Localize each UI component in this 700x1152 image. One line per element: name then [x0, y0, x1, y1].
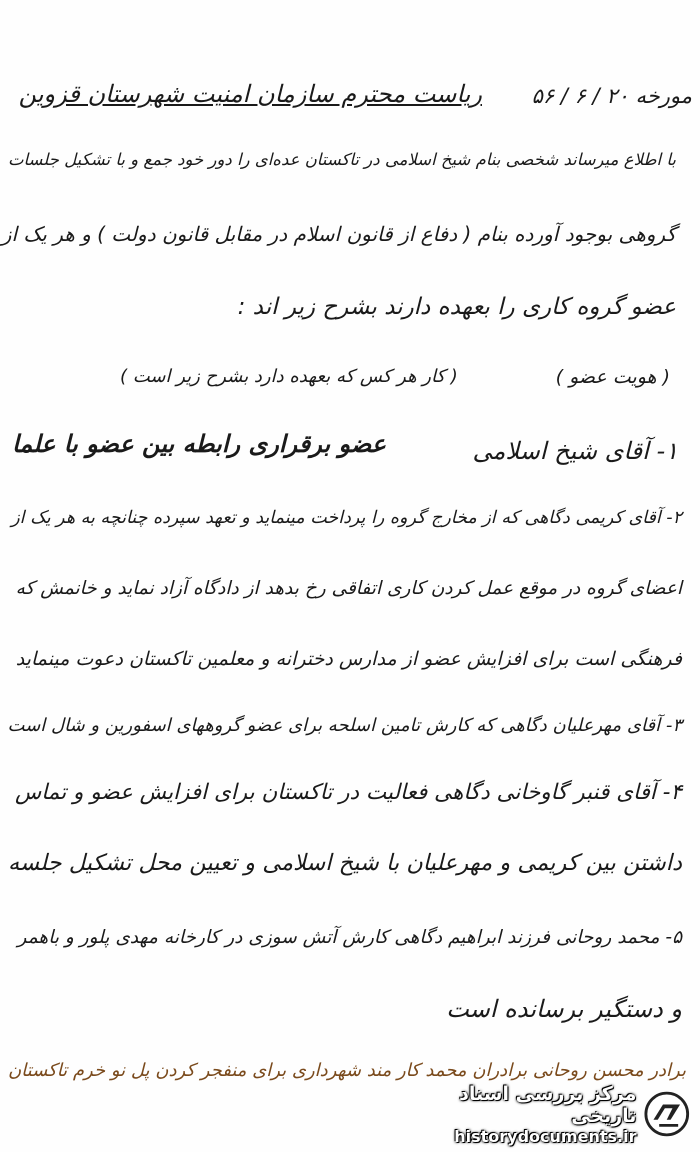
watermark-text-en: historydocuments.ir [454, 1126, 637, 1146]
paragraph-line-2: گروهی بوجود آورده بنام ( دفاع از قانون اسلام در مقابل قانون دولت ) و هر یک از [1, 222, 676, 246]
item-3-line-1: ۳- آقای مهرعلیان دگاهی که کارش تامین اسلحه برای عضو گروههای اسفورین و شال است [7, 715, 682, 736]
document-date: مورخه ۲۰ / ۶ / ۵۶ [531, 84, 692, 108]
item-4-line-1: ۴- آقای قنبر گاوخانی دگاهی فعالیت در تاکستان برای افزایش عضو و تماس [15, 780, 682, 805]
item-5-line-1: ۵- محمد روحانی فرزند ابراهیم دگاهی کارش آتش سوزی در کارخانه مهدی پلور و باهمر [17, 927, 682, 948]
item-2-line-1: ۲- آقای کریمی دگاهی که از مخارج گروه را پرداخت مینماید و تعهد سپرده چنانچه به هر یک از [11, 508, 682, 528]
item-5-line-2: و دستگیر برسانده است [446, 995, 682, 1023]
archive-logo-icon [644, 1090, 690, 1138]
paragraph-line-3: عضو گروه کاری را بعهده دارند بشرح زیر اند : [237, 294, 676, 320]
item-2-line-3: فرهنگی است برای افزایش عضو از مدارس دخترانه و معلمین تاکستان دعوت مینماید [15, 648, 682, 670]
footer-note: برادر محسن روحانی برادران محمد کار مند شهرداری برای منفجر کردن پل نو خرم تاکستان [7, 1060, 686, 1081]
watermark [400, 1084, 690, 1144]
item-4-line-2: داشتن بین کریمی و مهرعلیان با شیخ اسلامی و تعیین محل تشکیل جلسه [8, 850, 682, 876]
item-2-line-2: اعضای گروه در موقع عمل کردن کاری اتفاقی رخ بدهد از دادگاه آزاد نماید و خانمش که [15, 578, 682, 599]
item-1-role: عضو برقراری رابطه بین عضو با علما [12, 430, 387, 458]
column-heading-identity: ( هویت عضو ) [555, 366, 670, 388]
watermark-text-fa: مرکز بررسی اسناد تاریخی [459, 1082, 637, 1127]
column-heading-task: ( کار هر کس که بعهده دارد بشرح زیر است ) [120, 366, 458, 387]
document-title: ریاست محترم سازمان امنیت شهرستان قزوین [18, 80, 482, 108]
paragraph-line-1: با اطلاع میرساند شخصی بنام شیخ اسلامی در تاکستان عده‌ای را دور خود جمع و با تشکیل جلسات [7, 150, 676, 169]
item-1-name: ۱- آقای شیخ اسلامی [472, 437, 678, 465]
